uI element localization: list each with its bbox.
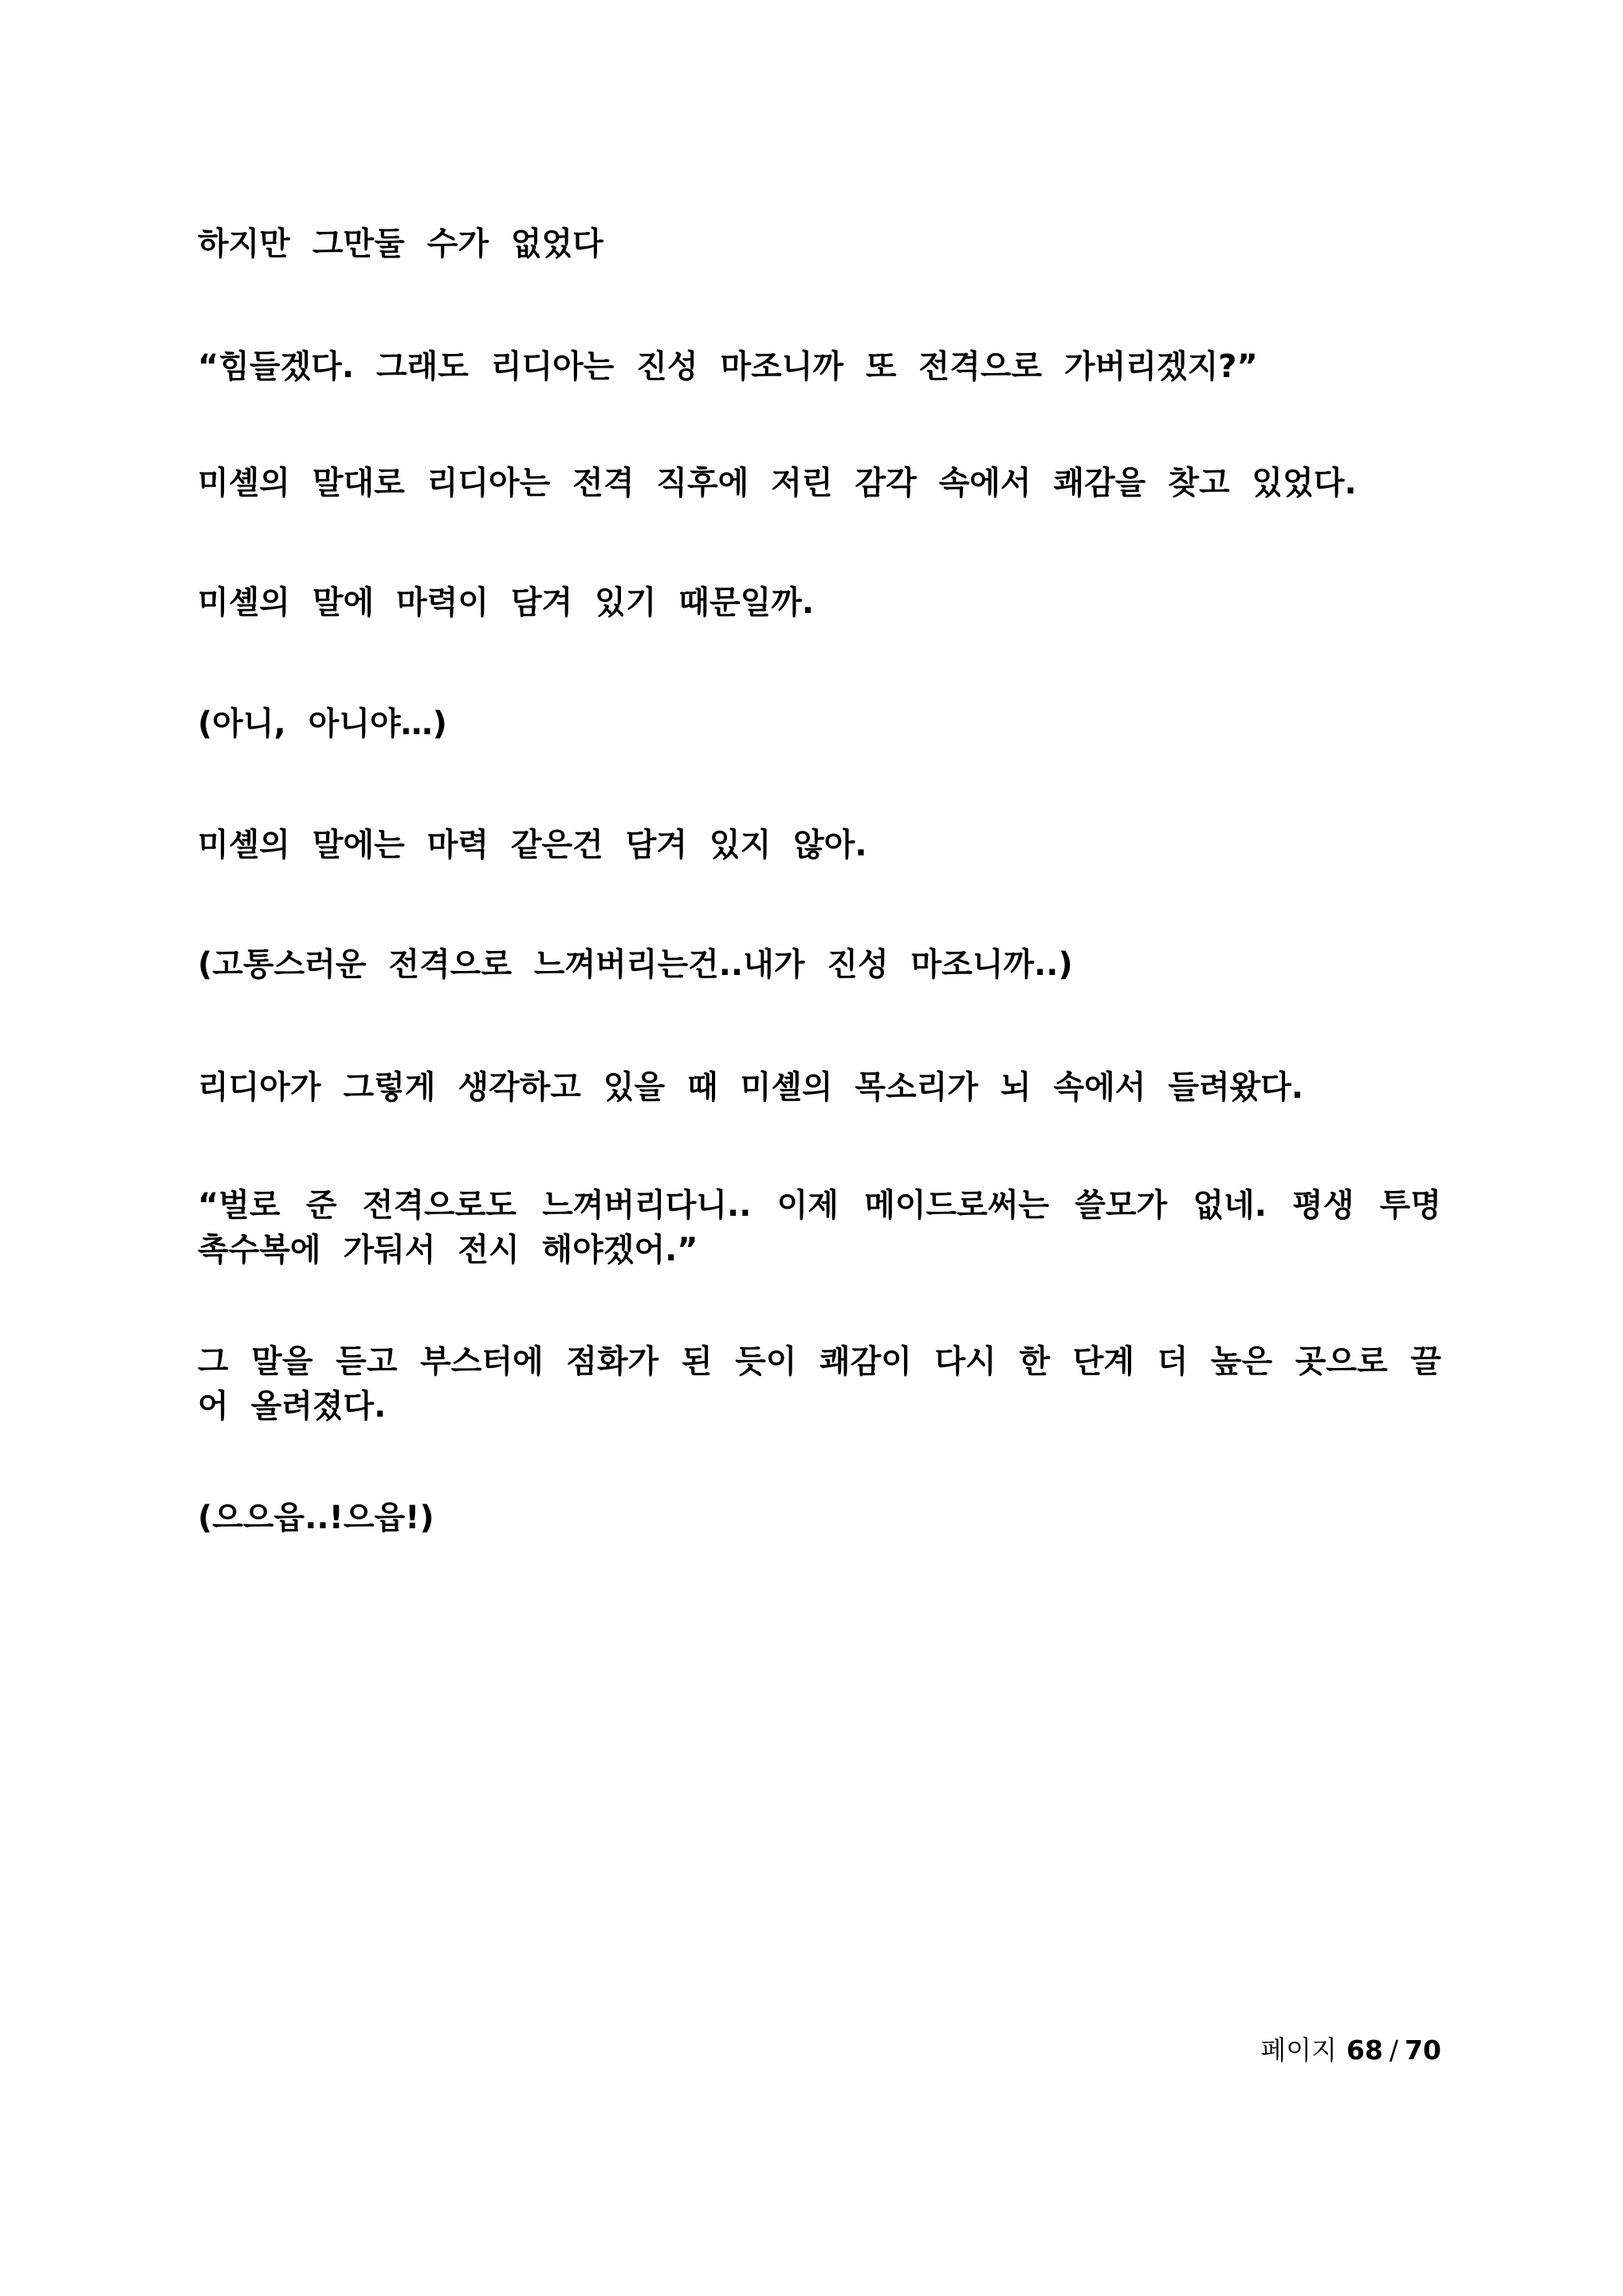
paragraph-8: 리디아가 그렇게 생각하고 있을 때 미셸의 목소리가 뇌 속에서 들려왔다. <box>198 1069 1304 1106</box>
paragraph-3: 미셸의 말대로 리디아는 전격 직후에 저린 감각 속에서 쾌감을 찾고 있었다. <box>198 465 1357 501</box>
page-separator: / <box>1389 2035 1399 2066</box>
paragraph-1: 하지만 그만둘 수가 없었다 <box>198 226 603 262</box>
page-number <box>1260 2033 1441 2068</box>
paragraph-7: (고통스러운 전격으로 느껴버리는건..내가 진성 마조니까..) <box>198 946 1073 983</box>
paragraph-6: 미셸의 말에는 마력 같은건 담겨 있지 않아. <box>198 827 867 863</box>
paragraph-5: (아니, 아니야…) <box>198 706 447 742</box>
total-pages: 70 <box>1405 2035 1441 2066</box>
paragraph-4: 미셸의 말에 마력이 담겨 있기 때문일까. <box>198 584 815 621</box>
page-label: 페이지 <box>1260 2035 1337 2066</box>
paragraph-2: “힘들겠다. 그래도 리디아는 진성 마조니까 또 전격으로 가버리겠지?” <box>198 348 1258 385</box>
paragraph-10: 그 말을 듣고 부스터에 점화가 된 듯이 쾌감이 다시 한 단계 더 높은 곳으로 끌어 올려졌다. <box>198 1343 1441 1425</box>
paragraph-9: “벌로 준 전격으로도 느껴버리다니.. 이제 메이드로써는 쓸모가 없네. 평생 투명 촉수복에 가둬서 전시 해야겠어.” <box>198 1187 1441 1268</box>
current-page: 68 <box>1346 2035 1383 2066</box>
paragraph-11: (으으읍..!으읍!) <box>198 1500 434 1536</box>
